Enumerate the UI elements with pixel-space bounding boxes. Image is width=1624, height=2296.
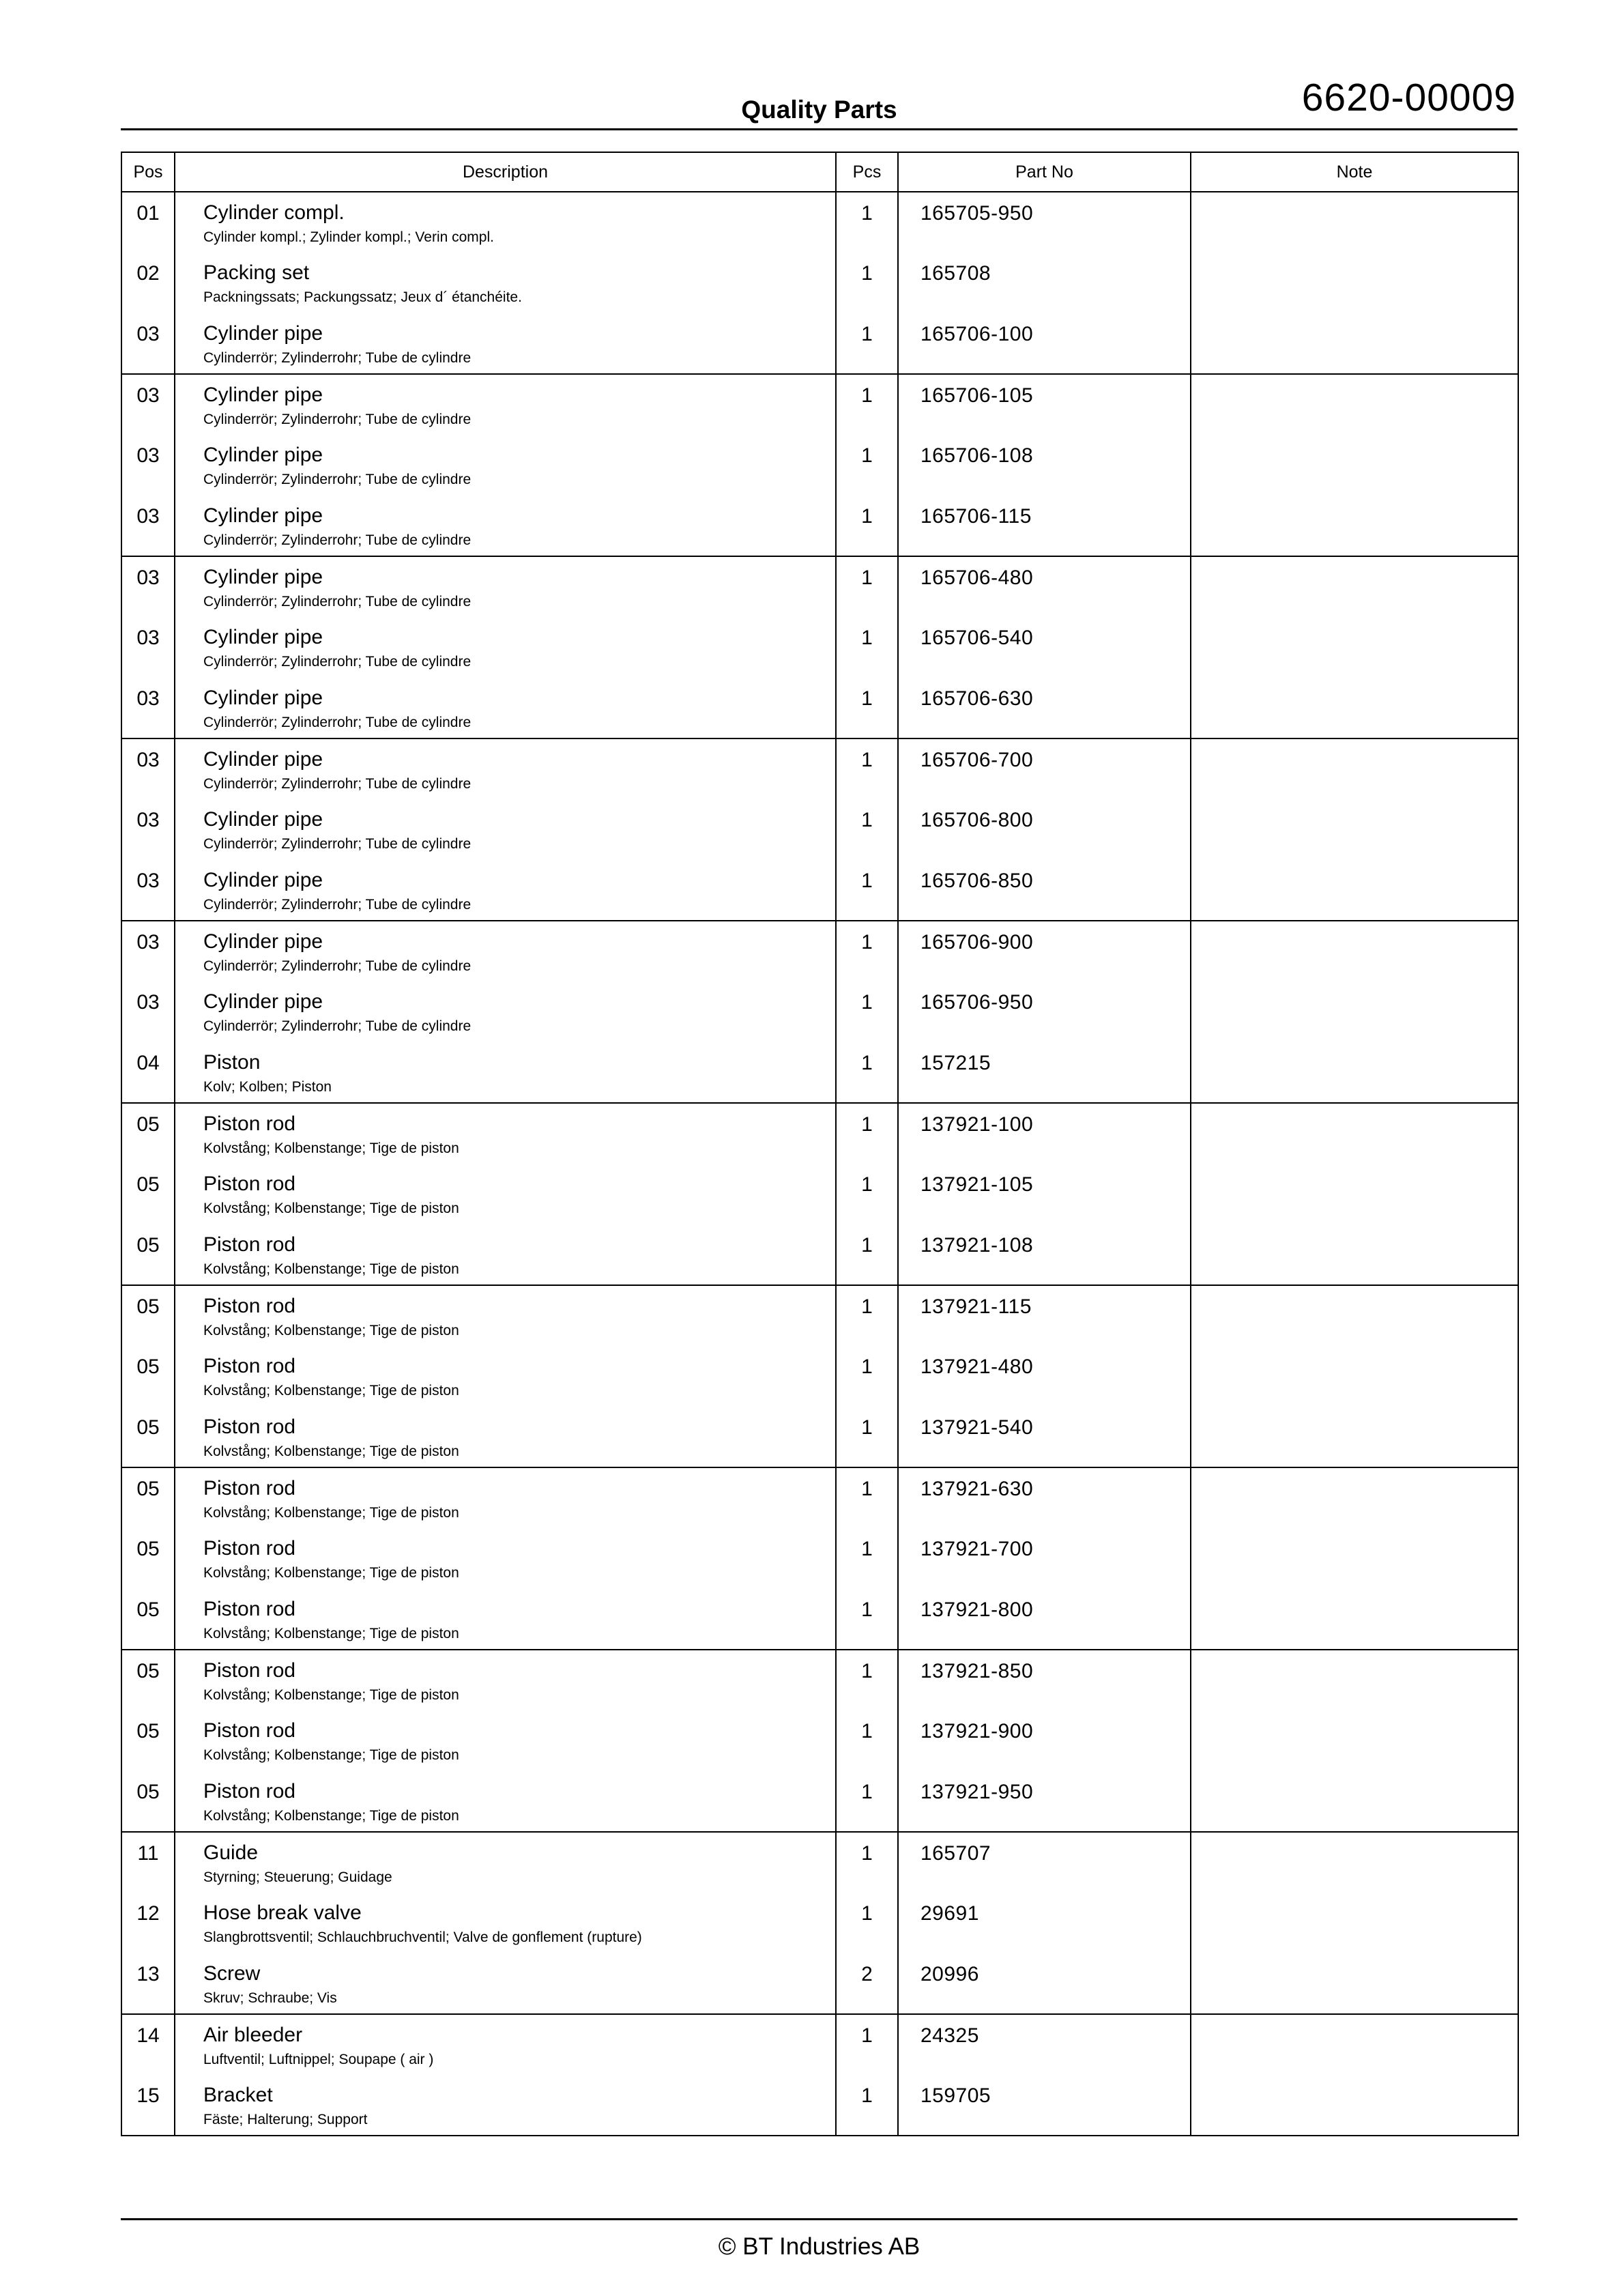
row-note — [1191, 1042, 1518, 1103]
row-pos: 03 — [121, 374, 175, 435]
row-description-sub: Cylinderrör; Zylinderrohr; Tube de cylindre — [203, 1018, 472, 1034]
row-description — [175, 1893, 836, 1953]
table-row — [121, 921, 1518, 981]
table-row — [121, 799, 1518, 860]
row-note — [1191, 1528, 1518, 1589]
row-note — [1191, 1589, 1518, 1650]
table-row — [121, 313, 1518, 374]
row-note — [1191, 435, 1518, 496]
row-note — [1191, 678, 1518, 738]
row-pos: 03 — [121, 738, 175, 799]
row-pcs: 1 — [836, 2075, 898, 2136]
table-row — [121, 496, 1518, 556]
row-pcs: 1 — [836, 496, 898, 556]
row-description-main: Piston rod — [203, 1173, 296, 1195]
row-description-main: Piston rod — [203, 1659, 296, 1682]
row-description-main: Piston — [203, 1051, 261, 1074]
table-row — [121, 1893, 1518, 1953]
row-pos: 03 — [121, 435, 175, 496]
row-description-sub: Kolvstång; Kolbenstange; Tige de piston — [203, 1687, 459, 1703]
row-description-sub: Kolvstång; Kolbenstange; Tige de piston — [203, 1140, 459, 1156]
row-description — [175, 2075, 836, 2136]
row-part-no: 137921-540 — [898, 1407, 1191, 1467]
row-pos: 03 — [121, 313, 175, 374]
row-pcs: 1 — [836, 1832, 898, 1893]
row-description-main: Cylinder pipe — [203, 626, 323, 648]
row-pos: 05 — [121, 1285, 175, 1346]
row-pcs: 2 — [836, 1953, 898, 2014]
row-description-main: Piston rod — [203, 1477, 296, 1499]
row-description-main: Hose break valve — [203, 1902, 362, 1924]
row-note — [1191, 556, 1518, 617]
row-pcs: 1 — [836, 1467, 898, 1528]
page-title: Quality Parts — [741, 96, 897, 124]
row-description-main: Piston rod — [203, 1780, 296, 1803]
row-note — [1191, 799, 1518, 860]
row-note — [1191, 1346, 1518, 1407]
row-description-main: Piston rod — [203, 1598, 296, 1620]
table-row — [121, 1164, 1518, 1224]
row-description — [175, 1346, 836, 1407]
row-pos: 03 — [121, 496, 175, 556]
row-description-main: Cylinder compl. — [203, 201, 345, 224]
column-header-part-no: Part No — [898, 152, 1191, 192]
row-description-sub: Packningssats; Packungssatz; Jeux d´ étanchéite. — [203, 289, 522, 305]
row-description-sub: Cylinderrör; Zylinderrohr; Tube de cylindre — [203, 412, 472, 427]
row-pcs: 1 — [836, 1650, 898, 1710]
row-description-main: Piston rod — [203, 1113, 296, 1135]
row-description — [175, 1103, 836, 1164]
row-description — [175, 192, 836, 253]
row-part-no: 159705 — [898, 2075, 1191, 2136]
row-part-no: 137921-100 — [898, 1103, 1191, 1164]
row-pos: 03 — [121, 921, 175, 981]
row-description — [175, 1953, 836, 2014]
row-description-sub: Kolvstång; Kolbenstange; Tige de piston — [203, 1261, 459, 1277]
table-row — [121, 1467, 1518, 1528]
row-part-no: 165706-480 — [898, 556, 1191, 617]
row-pos: 03 — [121, 617, 175, 678]
row-note — [1191, 1893, 1518, 1953]
row-description-sub: Kolvstång; Kolbenstange; Tige de piston — [203, 1808, 459, 1824]
row-pos: 01 — [121, 192, 175, 253]
row-description — [175, 313, 836, 374]
row-part-no: 20996 — [898, 1953, 1191, 2014]
column-header-description: Description — [175, 152, 836, 192]
table-row — [121, 678, 1518, 738]
row-description-sub: Cylinderrör; Zylinderrohr; Tube de cylindre — [203, 654, 472, 670]
row-pos: 03 — [121, 556, 175, 617]
row-part-no: 165706-100 — [898, 313, 1191, 374]
row-pos: 05 — [121, 1407, 175, 1467]
table-row — [121, 253, 1518, 313]
row-pos: 04 — [121, 1042, 175, 1103]
row-part-no: 165706-800 — [898, 799, 1191, 860]
row-description — [175, 1407, 836, 1467]
row-pos: 05 — [121, 1346, 175, 1407]
row-part-no: 165706-115 — [898, 496, 1191, 556]
row-part-no: 165707 — [898, 1832, 1191, 1893]
row-description-sub: Styrning; Steuerung; Guidage — [203, 1869, 392, 1885]
table-row — [121, 1103, 1518, 1164]
row-note — [1191, 617, 1518, 678]
row-description — [175, 678, 836, 738]
row-pcs: 1 — [836, 1528, 898, 1589]
row-part-no: 165706-850 — [898, 860, 1191, 921]
row-pcs: 1 — [836, 617, 898, 678]
row-description-sub: Kolvstång; Kolbenstange; Tige de piston — [203, 1201, 459, 1216]
document-number: 6620-00009 — [1301, 76, 1516, 119]
row-description-sub: Cylinderrör; Zylinderrohr; Tube de cylindre — [203, 532, 472, 548]
row-description — [175, 799, 836, 860]
row-description — [175, 1589, 836, 1650]
row-description-sub: Kolvstång; Kolbenstange; Tige de piston — [203, 1565, 459, 1581]
table-row — [121, 556, 1518, 617]
row-description — [175, 556, 836, 617]
row-pcs: 1 — [836, 860, 898, 921]
row-pos: 02 — [121, 253, 175, 313]
row-description-sub: Kolvstång; Kolbenstange; Tige de piston — [203, 1626, 459, 1641]
row-description-sub: Fäste; Halterung; Support — [203, 2112, 368, 2127]
table-row — [121, 1285, 1518, 1346]
row-description — [175, 1285, 836, 1346]
row-part-no: 137921-105 — [898, 1164, 1191, 1224]
row-description-main: Piston rod — [203, 1416, 296, 1438]
row-part-no: 165706-950 — [898, 981, 1191, 1042]
row-description-sub: Kolvstång; Kolbenstange; Tige de piston — [203, 1444, 459, 1459]
row-pos: 11 — [121, 1832, 175, 1893]
row-pcs: 1 — [836, 374, 898, 435]
row-description-main: Piston rod — [203, 1233, 296, 1256]
row-part-no: 165706-105 — [898, 374, 1191, 435]
row-description — [175, 1710, 836, 1771]
row-description — [175, 1528, 836, 1589]
row-pos: 03 — [121, 860, 175, 921]
row-description-sub: Skruv; Schraube; Vis — [203, 1990, 337, 2006]
column-header-pos: Pos — [121, 152, 175, 192]
row-note — [1191, 1285, 1518, 1346]
row-description — [175, 738, 836, 799]
row-note — [1191, 1710, 1518, 1771]
row-note — [1191, 1164, 1518, 1224]
row-part-no: 137921-950 — [898, 1771, 1191, 1832]
row-note — [1191, 374, 1518, 435]
table-row — [121, 738, 1518, 799]
row-pos: 13 — [121, 1953, 175, 2014]
row-note — [1191, 496, 1518, 556]
row-note — [1191, 1771, 1518, 1832]
row-description-main: Guide — [203, 1841, 259, 1864]
row-part-no: 165706-630 — [898, 678, 1191, 738]
row-description-sub: Cylinderrör; Zylinderrohr; Tube de cylindre — [203, 836, 472, 852]
row-pos: 03 — [121, 678, 175, 738]
table-row — [121, 1650, 1518, 1710]
row-part-no: 137921-900 — [898, 1710, 1191, 1771]
row-pcs: 1 — [836, 313, 898, 374]
row-description-main: Air bleeder — [203, 2024, 303, 2046]
row-description-main: Piston rod — [203, 1719, 296, 1742]
row-note — [1191, 1953, 1518, 2014]
table-row — [121, 374, 1518, 435]
row-description — [175, 1224, 836, 1285]
row-pcs: 1 — [836, 2014, 898, 2075]
row-pcs: 1 — [836, 556, 898, 617]
row-part-no: 29691 — [898, 1893, 1191, 1953]
row-pos: 03 — [121, 981, 175, 1042]
row-description-sub: Slangbrottsventil; Schlauchbruchventil; Valve de gonflement (rupture) — [203, 1929, 642, 1945]
row-description-main: Piston rod — [203, 1295, 296, 1317]
row-pcs: 1 — [836, 1164, 898, 1224]
table-row — [121, 617, 1518, 678]
row-pos: 05 — [121, 1467, 175, 1528]
row-part-no: 137921-480 — [898, 1346, 1191, 1407]
row-description — [175, 1650, 836, 1710]
row-pos: 14 — [121, 2014, 175, 2075]
row-pcs: 1 — [836, 1042, 898, 1103]
row-description — [175, 981, 836, 1042]
row-part-no: 165706-540 — [898, 617, 1191, 678]
row-note — [1191, 738, 1518, 799]
row-description-sub: Cylinderrör; Zylinderrohr; Tube de cylindre — [203, 472, 472, 487]
row-pcs: 1 — [836, 435, 898, 496]
parts-table-container — [121, 152, 1518, 2136]
row-description-main: Cylinder pipe — [203, 930, 323, 953]
row-pos: 05 — [121, 1164, 175, 1224]
row-pcs: 1 — [836, 981, 898, 1042]
row-part-no: 137921-800 — [898, 1589, 1191, 1650]
table-row — [121, 1771, 1518, 1832]
parts-table — [121, 152, 1519, 2136]
row-pcs: 1 — [836, 1589, 898, 1650]
row-pcs: 1 — [836, 1710, 898, 1771]
table-row — [121, 981, 1518, 1042]
row-part-no: 165705-950 — [898, 192, 1191, 253]
row-note — [1191, 313, 1518, 374]
table-row — [121, 860, 1518, 921]
table-row — [121, 1042, 1518, 1103]
row-description-main: Cylinder pipe — [203, 990, 323, 1013]
row-pcs: 1 — [836, 192, 898, 253]
row-description-main: Cylinder pipe — [203, 322, 323, 345]
row-part-no: 137921-700 — [898, 1528, 1191, 1589]
row-description-sub: Luftventil; Luftnippel; Soupape ( air ) — [203, 2052, 434, 2067]
parts-table-body — [121, 192, 1518, 2136]
row-pcs: 1 — [836, 1893, 898, 1953]
row-pos: 05 — [121, 1650, 175, 1710]
table-row — [121, 1407, 1518, 1467]
row-pos: 05 — [121, 1224, 175, 1285]
row-description-sub: Kolvstång; Kolbenstange; Tige de piston — [203, 1505, 459, 1521]
row-description-main: Packing set — [203, 261, 310, 284]
row-note — [1191, 1103, 1518, 1164]
row-part-no: 157215 — [898, 1042, 1191, 1103]
row-description — [175, 253, 836, 313]
row-description — [175, 617, 836, 678]
row-pcs: 1 — [836, 1224, 898, 1285]
row-note — [1191, 921, 1518, 981]
row-description-sub: Cylinderrör; Zylinderrohr; Tube de cylindre — [203, 958, 472, 974]
row-pos: 05 — [121, 1710, 175, 1771]
row-description-sub: Kolvstång; Kolbenstange; Tige de piston — [203, 1747, 459, 1763]
row-part-no: 24325 — [898, 2014, 1191, 2075]
row-pos: 03 — [121, 799, 175, 860]
page-header — [121, 0, 1518, 130]
row-description-main: Cylinder pipe — [203, 504, 323, 527]
row-description — [175, 860, 836, 921]
row-description — [175, 1771, 836, 1832]
row-pcs: 1 — [836, 1103, 898, 1164]
row-pos: 05 — [121, 1771, 175, 1832]
table-row — [121, 1224, 1518, 1285]
row-part-no: 137921-850 — [898, 1650, 1191, 1710]
row-description-main: Bracket — [203, 2084, 273, 2106]
row-pcs: 1 — [836, 1285, 898, 1346]
row-description-sub: Cylinderrör; Zylinderrohr; Tube de cylindre — [203, 897, 472, 913]
row-description-sub: Kolvstång; Kolbenstange; Tige de piston — [203, 1383, 459, 1398]
row-description-sub: Cylinderrör; Zylinderrohr; Tube de cylindre — [203, 776, 472, 792]
row-part-no: 137921-630 — [898, 1467, 1191, 1528]
row-note — [1191, 2075, 1518, 2136]
row-description-main: Cylinder pipe — [203, 566, 323, 588]
row-description-main: Cylinder pipe — [203, 748, 323, 771]
row-description — [175, 1832, 836, 1893]
row-pcs: 1 — [836, 738, 898, 799]
footer-divider — [121, 2218, 1518, 2220]
row-description — [175, 2014, 836, 2075]
row-pos: 05 — [121, 1589, 175, 1650]
row-description-sub: Cylinderrör; Zylinderrohr; Tube de cylindre — [203, 350, 472, 366]
row-description — [175, 1042, 836, 1103]
column-header-note: Note — [1191, 152, 1518, 192]
row-note — [1191, 1832, 1518, 1893]
row-description — [175, 1467, 836, 1528]
row-description — [175, 496, 836, 556]
row-pos: 05 — [121, 1528, 175, 1589]
row-pcs: 1 — [836, 1346, 898, 1407]
table-row — [121, 1346, 1518, 1407]
row-note — [1191, 1224, 1518, 1285]
table-row — [121, 2075, 1518, 2136]
row-description-main: Cylinder pipe — [203, 444, 323, 466]
row-pcs: 1 — [836, 799, 898, 860]
row-description-main: Screw — [203, 1962, 261, 1985]
row-description-sub: Kolv; Kolben; Piston — [203, 1079, 332, 1095]
row-pos: 15 — [121, 2075, 175, 2136]
parts-table-header — [121, 152, 1518, 192]
row-pos: 05 — [121, 1103, 175, 1164]
row-description-main: Cylinder pipe — [203, 869, 323, 891]
table-row — [121, 1832, 1518, 1893]
footer-copyright: © BT Industries AB — [718, 2233, 920, 2260]
table-row — [121, 1953, 1518, 2014]
row-note — [1191, 860, 1518, 921]
table-row — [121, 435, 1518, 496]
row-description-sub: Cylinderrör; Zylinderrohr; Tube de cylindre — [203, 715, 472, 730]
row-note — [1191, 1407, 1518, 1467]
row-pcs: 1 — [836, 1771, 898, 1832]
row-description-main: Piston rod — [203, 1537, 296, 1560]
row-pcs: 1 — [836, 921, 898, 981]
row-part-no: 165706-900 — [898, 921, 1191, 981]
row-part-no: 165708 — [898, 253, 1191, 313]
table-row — [121, 1589, 1518, 1650]
row-pcs: 1 — [836, 253, 898, 313]
row-note — [1191, 2014, 1518, 2075]
table-row — [121, 1710, 1518, 1771]
row-description-main: Piston rod — [203, 1355, 296, 1377]
row-description — [175, 374, 836, 435]
table-row — [121, 2014, 1518, 2075]
row-pcs: 1 — [836, 678, 898, 738]
row-part-no: 137921-108 — [898, 1224, 1191, 1285]
table-row — [121, 1528, 1518, 1589]
row-note — [1191, 253, 1518, 313]
row-description-sub: Cylinderrör; Zylinderrohr; Tube de cylindre — [203, 594, 472, 609]
row-description — [175, 1164, 836, 1224]
row-description — [175, 435, 836, 496]
row-note — [1191, 192, 1518, 253]
column-header-pcs: Pcs — [836, 152, 898, 192]
row-pcs: 1 — [836, 1407, 898, 1467]
row-description-sub: Kolvstång; Kolbenstange; Tige de piston — [203, 1323, 459, 1338]
row-note — [1191, 981, 1518, 1042]
table-row — [121, 192, 1518, 253]
row-description-main: Cylinder pipe — [203, 384, 323, 406]
row-description — [175, 921, 836, 981]
row-pos: 12 — [121, 1893, 175, 1953]
row-part-no: 137921-115 — [898, 1285, 1191, 1346]
row-description-main: Cylinder pipe — [203, 687, 323, 709]
row-description-sub: Cylinder kompl.; Zylinder kompl.; Verin compl. — [203, 229, 494, 245]
row-part-no: 165706-700 — [898, 738, 1191, 799]
row-part-no: 165706-108 — [898, 435, 1191, 496]
row-description-main: Cylinder pipe — [203, 808, 323, 831]
row-note — [1191, 1467, 1518, 1528]
row-note — [1191, 1650, 1518, 1710]
